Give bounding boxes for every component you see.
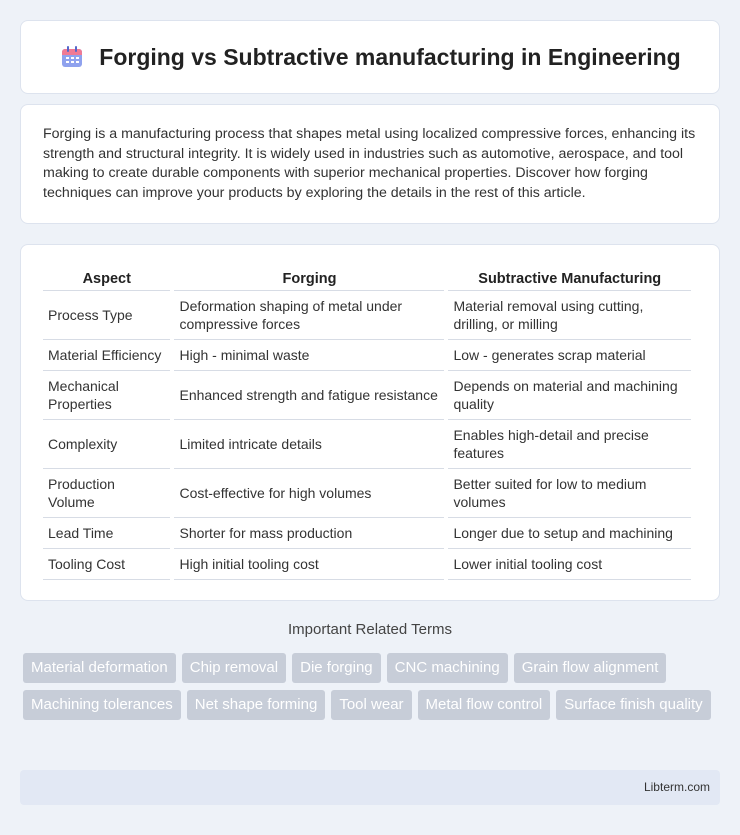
comparison-section xyxy=(20,244,720,601)
page-header xyxy=(20,20,720,94)
table-cell: High - minimal waste xyxy=(174,340,444,371)
table-cell: Material removal using cutting, drilling, or milling xyxy=(448,291,691,340)
table-cell: Cost-effective for high volumes xyxy=(174,469,444,518)
related-term-tag[interactable]: Machining tolerances xyxy=(23,690,181,720)
table-cell: Longer due to setup and machining xyxy=(448,518,691,549)
table-cell: Material Efficiency xyxy=(43,340,170,371)
comparison-table xyxy=(39,265,695,580)
table-cell: Limited intricate details xyxy=(174,420,444,469)
intro-section xyxy=(20,104,720,224)
table-cell: Process Type xyxy=(43,291,170,340)
footer-site-link[interactable]: Libterm.com xyxy=(643,780,710,794)
table-cell: Deformation shaping of metal under compressive forces xyxy=(174,291,444,340)
table-row xyxy=(43,420,691,469)
related-term-tag[interactable]: Material deformation xyxy=(23,653,176,683)
related-term-tag[interactable]: Die forging xyxy=(292,653,381,683)
calendar-icon xyxy=(59,44,85,70)
table-cell: High initial tooling cost xyxy=(174,549,444,580)
table-cell: Lead Time xyxy=(43,518,170,549)
table-cell: Enhanced strength and fatigue resistance xyxy=(174,371,444,420)
table-row xyxy=(43,340,691,371)
table-cell: Enables high-detail and precise features xyxy=(448,420,691,469)
table-header-row xyxy=(43,265,691,291)
table-cell: Better suited for low to medium volumes xyxy=(448,469,691,518)
page-title: Forging vs Subtractive manufacturing in Engineering xyxy=(99,43,681,70)
intro-text: Forging is a manufacturing process that shapes metal using localized compressive forces, enhancing its strength and structural integrity. It is widely used in industries such as automotive, aerospace, and tool making to create durable components with superior mechanical properties. Discover how forging techniques can improve your products by exploring the details in the rest of this article. xyxy=(43,126,696,201)
table-cell: Tooling Cost xyxy=(43,549,170,580)
table-row xyxy=(43,549,691,580)
related-term-tag[interactable]: CNC machining xyxy=(387,653,508,683)
table-row xyxy=(43,371,691,420)
table-row xyxy=(43,291,691,340)
column-header-aspect: Aspect xyxy=(43,265,170,291)
table-cell: Production Volume xyxy=(43,469,170,518)
related-term-tag[interactable]: Surface finish quality xyxy=(556,690,710,720)
column-header-forging: Forging xyxy=(174,265,444,291)
related-terms-title: Important Related Terms xyxy=(288,621,452,638)
related-term-tag[interactable]: Tool wear xyxy=(331,690,411,720)
table-row xyxy=(43,469,691,518)
related-term-tag[interactable]: Chip removal xyxy=(182,653,286,683)
related-terms-list xyxy=(23,653,723,720)
table-cell: Mechanical Properties xyxy=(43,371,170,420)
table-cell: Depends on material and machining quality xyxy=(448,371,691,420)
table-cell: Lower initial tooling cost xyxy=(448,549,691,580)
related-term-tag[interactable]: Metal flow control xyxy=(418,690,551,720)
related-term-tag[interactable]: Grain flow alignment xyxy=(514,653,667,683)
table-row xyxy=(43,518,691,549)
related-term-tag[interactable]: Net shape forming xyxy=(187,690,326,720)
footer-bar xyxy=(20,770,720,805)
table-cell: Shorter for mass production xyxy=(174,518,444,549)
column-header-subtractive: Subtractive Manufacturing xyxy=(448,265,691,291)
table-cell: Low - generates scrap material xyxy=(448,340,691,371)
table-cell: Complexity xyxy=(43,420,170,469)
